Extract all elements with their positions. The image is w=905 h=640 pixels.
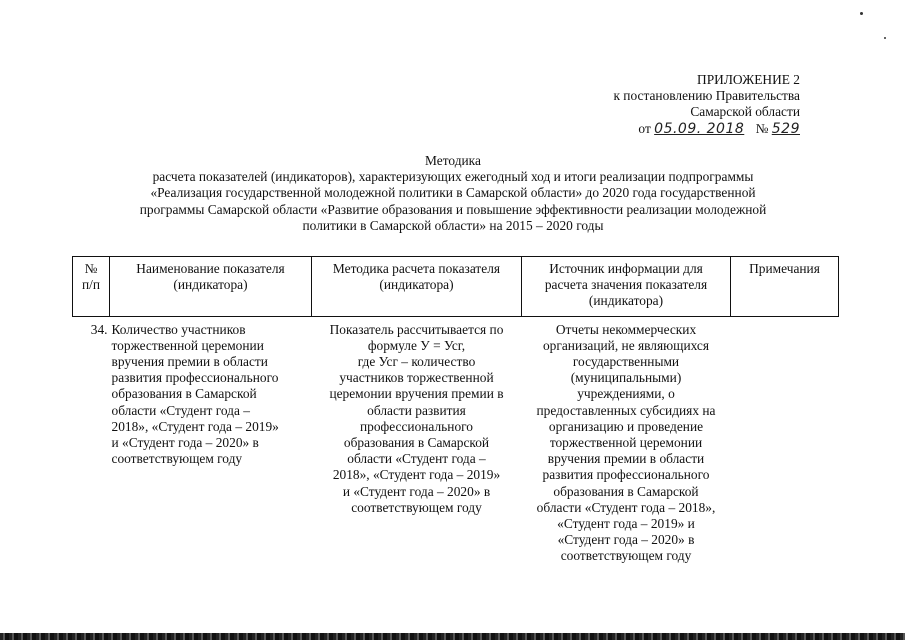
- cell-line: соответствующем году: [560, 548, 692, 564]
- notes-cell: [731, 316, 839, 565]
- cell-line: образования в Самарской: [553, 483, 699, 499]
- cell-line: церемонии вручения премии в: [329, 386, 504, 402]
- table-row: [73, 316, 839, 565]
- cell-line: профессионального: [360, 418, 473, 434]
- cell-line: формуле У = Усг,: [367, 337, 466, 353]
- appendix-title: ПРИЛОЖЕНИЕ 2: [697, 72, 800, 87]
- cell-line: «Студент года – 2019» и: [557, 516, 695, 532]
- cell-line: участников торжественной: [339, 370, 494, 386]
- header-text: (индикатора): [588, 293, 664, 309]
- scan-speck: [884, 37, 886, 39]
- header-text: Наименование показателя: [136, 261, 285, 276]
- cell-line: области «Студент года –: [347, 451, 486, 467]
- appendix-region-line: Самарской области: [690, 104, 800, 120]
- cell-line: 2018», «Студент года – 2019»: [111, 418, 279, 434]
- appendix-resolution-line: к постановлению Правительства: [613, 88, 800, 104]
- cell-line: где Усг – количество: [357, 354, 476, 370]
- cell-line: области развития: [367, 402, 466, 418]
- cell-line: государственными: [572, 354, 680, 370]
- cell-line: торжественной церемонии: [549, 435, 703, 451]
- information-source-cell: [522, 316, 731, 565]
- cell-line: организаций, не являющихся: [542, 337, 710, 353]
- cell-line: образования в Самарской: [343, 435, 490, 451]
- date-prefix: от: [638, 120, 651, 136]
- header-text: п/п: [81, 277, 101, 293]
- cell-line: и «Студент года – 2020» в: [111, 435, 259, 451]
- row-number: 34.: [90, 321, 108, 337]
- cell-line: развития профессионального: [111, 370, 279, 386]
- header-text: Примечания: [749, 261, 820, 276]
- header-calculation-method: [312, 257, 522, 317]
- handwritten-number: 529: [771, 120, 800, 137]
- scan-speck: [860, 12, 863, 15]
- cell-line: 2018», «Студент года – 2019»: [332, 467, 501, 483]
- cell-line: области «Студент года – 2018»,: [536, 499, 716, 515]
- appendix-header: [580, 72, 800, 137]
- cell-line: организацию и проведение: [548, 418, 704, 434]
- title-heading: Методика: [425, 153, 481, 168]
- cell-line: Отчеты некоммерческих: [555, 321, 697, 337]
- cell-line: «Студент года – 2020» в: [557, 532, 695, 548]
- indicators-table: [72, 256, 839, 565]
- header-text: (индикатора): [173, 277, 248, 293]
- cell-line: торжественной церемонии: [111, 337, 264, 353]
- handwritten-date: 05.09. 2018: [654, 120, 745, 137]
- calculation-method-cell: [312, 316, 522, 565]
- cell-line: вручения премии в области: [547, 451, 705, 467]
- cell-line: вручения премии в области: [111, 354, 268, 370]
- header-text: Источник информации для: [549, 261, 703, 276]
- cell-line: области «Студент года –: [111, 402, 250, 418]
- header-information-source: [522, 257, 731, 317]
- title-line: программы Самарской области «Развитие образования и повышение эффективности реализации молодежной: [139, 201, 767, 217]
- indicator-name-cell: [110, 316, 312, 565]
- header-text: расчета значения показателя: [544, 277, 708, 293]
- cell-line: Показатель рассчитывается по: [329, 321, 504, 337]
- header-text: Методика расчета показателя: [332, 261, 501, 276]
- cell-line: развития профессионального: [542, 467, 710, 483]
- cell-line: учреждениями, о: [577, 386, 675, 402]
- header-indicator-name: [110, 257, 312, 317]
- header-notes: [731, 257, 839, 317]
- cell-line: соответствующем году: [111, 451, 243, 467]
- cell-line: и «Студент года – 2020» в: [342, 483, 491, 499]
- appendix-date-line: [580, 121, 800, 137]
- cell-line: образования в Самарской: [111, 386, 257, 402]
- cell-line: соответствующем году: [351, 499, 482, 515]
- header-number: [73, 257, 110, 317]
- header-text: №: [84, 261, 98, 276]
- methodology-title: [80, 153, 826, 234]
- cell-line: (муниципальными): [570, 370, 682, 386]
- cell-line: Количество участников: [111, 321, 246, 337]
- cell-line: предоставленных субсидиях на: [536, 402, 716, 418]
- scan-bottom-edge: [0, 633, 905, 640]
- title-line: расчета показателей (индикаторов), характеризующих ежегодный ход и итоги реализации подпрограммы: [152, 169, 754, 185]
- table-header-row: [73, 257, 839, 317]
- title-line: «Реализация государственной молодежной политики в Самарской области» до 2020 года государственной: [150, 185, 756, 201]
- title-line: политики в Самарской области» на 2015 – 2020 годы: [302, 217, 604, 233]
- number-prefix: №: [755, 120, 769, 136]
- header-text: (индикатора): [379, 277, 454, 293]
